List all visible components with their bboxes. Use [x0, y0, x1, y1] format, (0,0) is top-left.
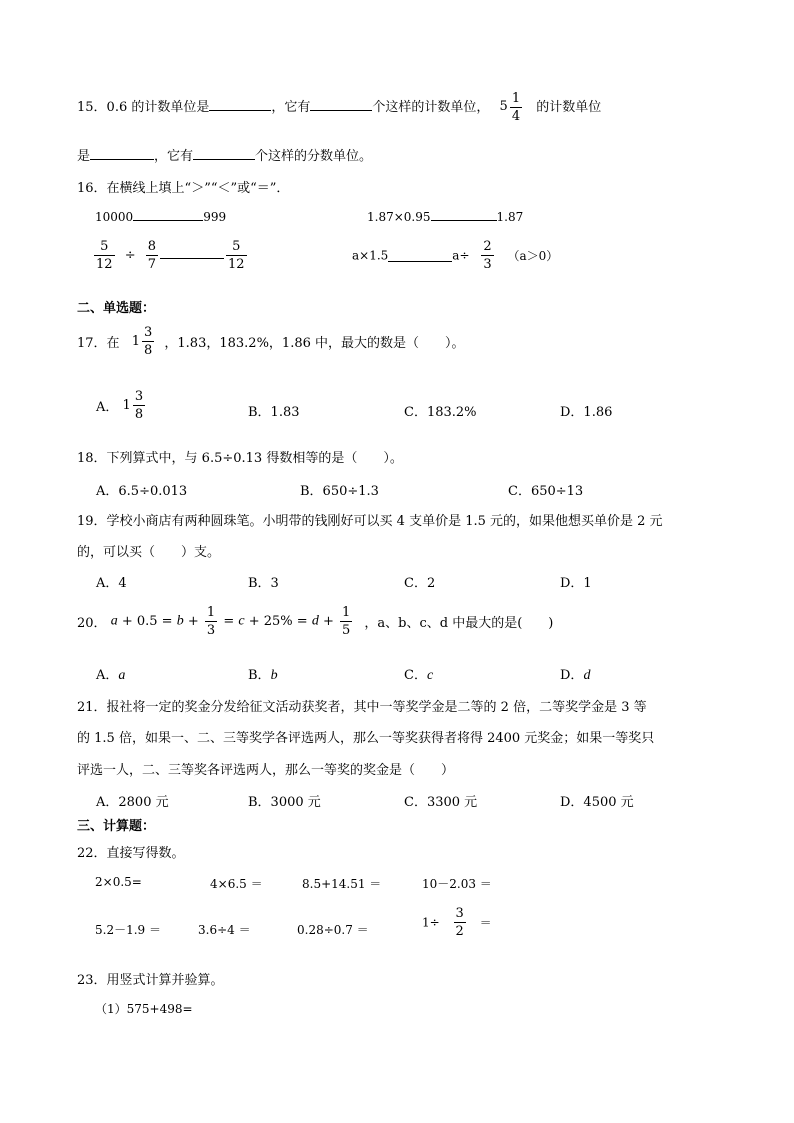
answer-blank[interactable]: [310, 98, 372, 111]
question-20: 20． a + 0.5 = b + $\frac{1}{3}$ = c + 25% = d + $\frac{1}{5}$ ，a、b、c、d 中最大的是( ): [77, 605, 554, 638]
fraction: $\frac{5}{12}$: [228, 239, 245, 272]
question-19-line1: 19．学校小商店有两种圆珠笔。小明带的钱刚好可以买 4 支单价是 1.5 元的，如果他想买单价是 2 元: [77, 514, 663, 529]
answer-blank[interactable]: [160, 246, 224, 259]
q21-option-b[interactable]: B．3000 元: [248, 795, 321, 810]
q21-option-a[interactable]: A．2800 元: [96, 795, 169, 810]
mixed-number: 1 $\frac{3}{8}$: [131, 325, 153, 358]
fraction: $\frac{8}{7}$: [147, 239, 157, 272]
fraction: $\frac{3}{2}$: [455, 906, 464, 939]
q21-option-c[interactable]: C．3300 元: [404, 795, 478, 810]
question-22: 22．直接写得数。: [77, 846, 185, 861]
compare-d: a×1.5 a÷ $\frac{2}{3}$ （a＞0）: [352, 239, 559, 272]
calc-expression: 1÷ $\frac{3}{2}$ ＝: [422, 906, 492, 939]
q18-option-c[interactable]: C．650÷13: [508, 484, 584, 499]
q20-option-b[interactable]: B．b: [248, 668, 278, 683]
question-15-line1: 15．0.6 的计数单位是 ，它有 个这样的计数单位， 5 $\frac{1}{4}$ 的计数单位: [77, 90, 602, 124]
q19-option-b[interactable]: B．3: [248, 576, 279, 591]
q20-option-a[interactable]: A．a: [96, 668, 126, 683]
answer-blank[interactable]: [431, 208, 497, 221]
q19-option-c[interactable]: C．2: [404, 576, 436, 591]
question-19-line2: 的，可以买（ ）支。: [77, 545, 221, 560]
q21-option-d[interactable]: D．4500 元: [560, 795, 634, 810]
mixed-number: 1 $\frac{3}{8}$: [122, 389, 144, 422]
answer-blank[interactable]: [193, 147, 255, 160]
calc-expression: 2×0.5=: [95, 875, 142, 889]
question-23: 23．用竖式计算并验算。: [77, 973, 224, 988]
answer-blank[interactable]: [133, 208, 203, 221]
q18-option-a[interactable]: A．6.5÷0.013: [96, 484, 188, 499]
q19-option-a[interactable]: A．4: [96, 576, 127, 591]
fraction: $\frac{1}{5}$: [342, 605, 351, 638]
q20-option-c[interactable]: C．c: [404, 668, 434, 683]
q17-option-c[interactable]: C．183.2%: [404, 405, 477, 420]
q17-option-d[interactable]: D．1.86: [560, 405, 613, 420]
compare-b: 1.87×0.95 1.87: [367, 210, 524, 224]
answer-blank[interactable]: [90, 147, 154, 160]
fraction: $\frac{2}{3}$: [483, 239, 492, 272]
calc-expression: 4×6.5 ＝: [210, 877, 263, 891]
calc-expression: 8.5+14.51 ＝: [302, 877, 382, 891]
question-23-sub1: （1）575+498=: [95, 1002, 193, 1016]
compare-c: $\frac{5}{12}$ ÷ $\frac{8}{7}$ $\frac{5}{12}$: [96, 239, 245, 272]
section-heading: 三、计算题：: [77, 819, 156, 834]
calc-expression: 0.28÷0.7 ＝: [297, 923, 369, 937]
fraction: $\frac{5}{12}$: [96, 239, 113, 272]
question-21-line1: 21．报社将一定的奖金分发给征文活动获奖者，其中一等奖学金是二等的 2 倍，二等奖学金是 3 等: [77, 700, 647, 715]
q17-option-b[interactable]: B．1.83: [248, 405, 300, 420]
question-16-prompt: 16．在横线上填上“＞”“＜”或“＝”．: [77, 181, 290, 196]
answer-blank[interactable]: [209, 98, 271, 111]
question-17: 17．在 1 $\frac{3}{8}$ ，1.83，183.2%，1.86 中，最大的数是（ ）。: [77, 325, 465, 358]
answer-blank[interactable]: [388, 249, 452, 262]
fraction: $\frac{1}{3}$: [206, 605, 216, 638]
question-21-line3: 评选一人，二、三等奖各评选两人，那么一等奖的奖金是（ ）: [77, 763, 455, 778]
q17-option-a[interactable]: A． 1 $\frac{3}{8}$: [96, 390, 147, 421]
section-heading: 二、单选题：: [77, 301, 156, 316]
q20-option-d[interactable]: D．d: [560, 668, 591, 683]
question-15-line2: 是 ，它有 个这样的分数单位。: [77, 149, 373, 164]
question-18: 18．下列算式中，与 6.5÷0.13 得数相等的是（ ）。: [77, 451, 403, 466]
calc-expression: 5.2－1.9 ＝: [95, 923, 161, 937]
q19-option-d[interactable]: D．1: [560, 576, 592, 591]
question-21-line2: 的 1.5 倍，如果一、二、三等奖学各评选两人，那么一等奖获得者将得 2400 元奖金；如果一等奖只: [77, 731, 655, 746]
calc-expression: 10－2.03 ＝: [422, 877, 492, 891]
compare-a: 10000 999: [95, 210, 227, 224]
q18-option-b[interactable]: B．650÷1.3: [300, 484, 379, 499]
calc-expression: 3.6÷4 ＝: [198, 923, 251, 937]
mixed-number: 5 $\frac{1}{4}$: [499, 90, 521, 124]
question-number: 15．: [77, 99, 107, 115]
